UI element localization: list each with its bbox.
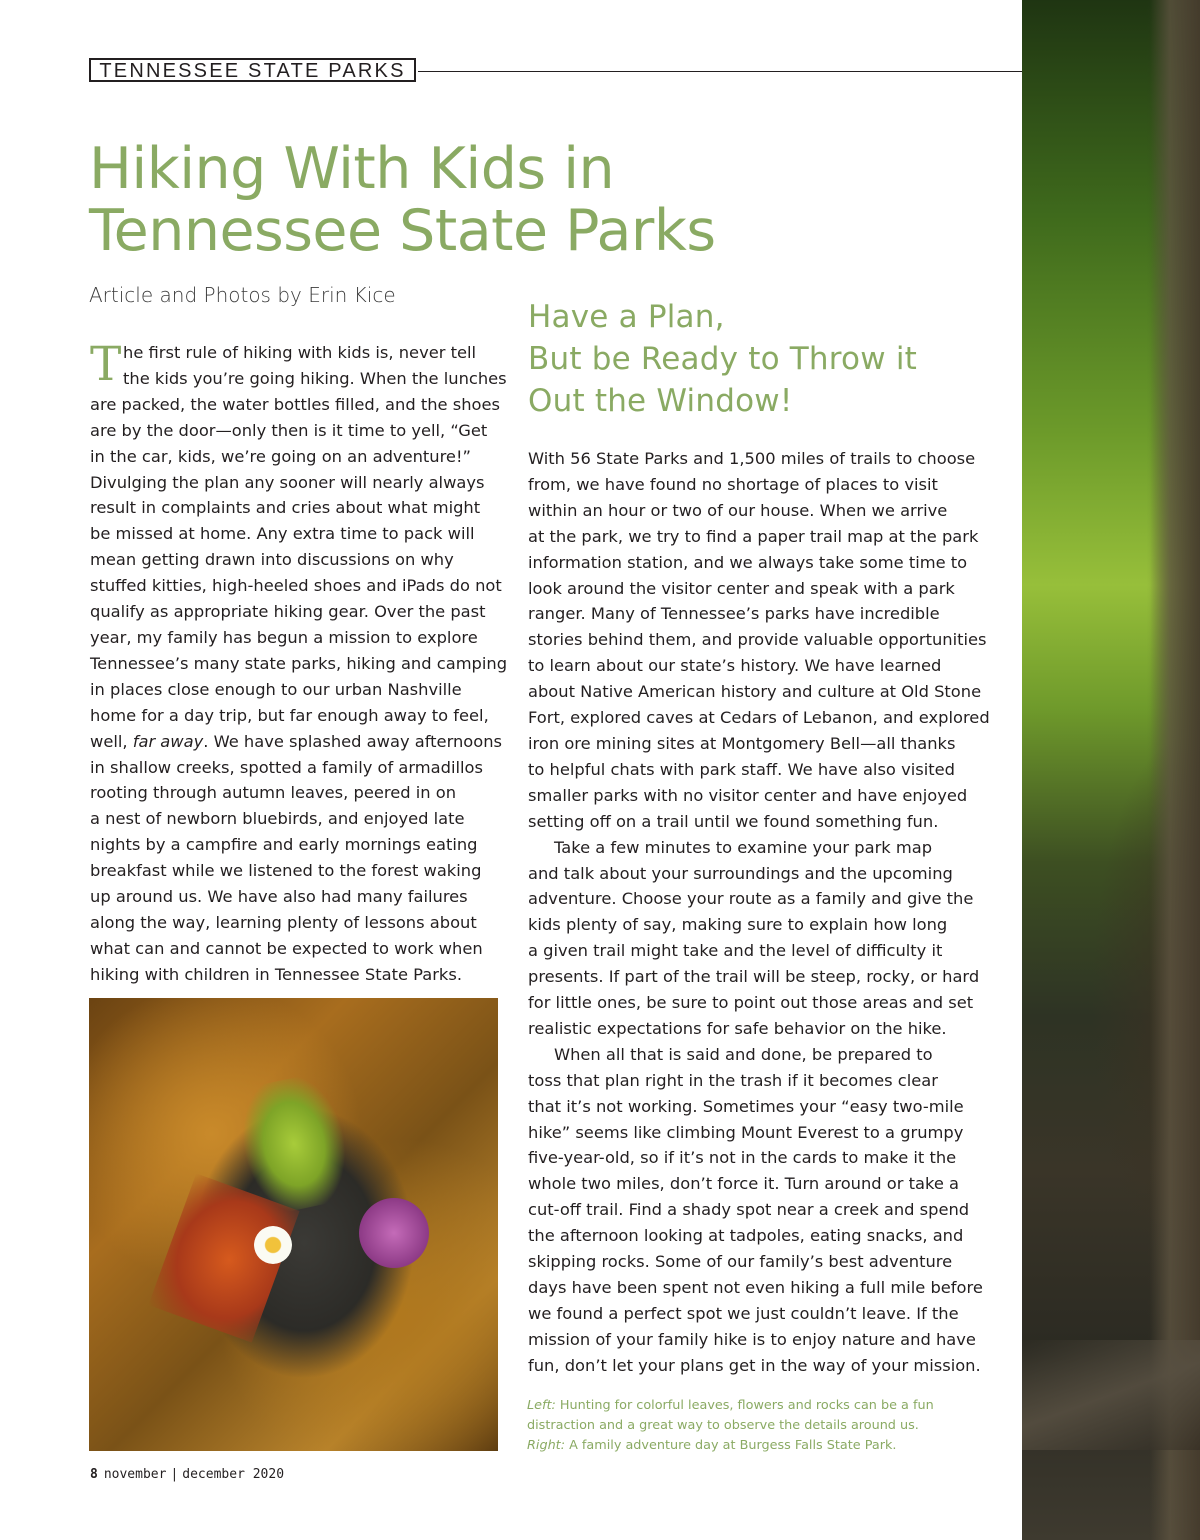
- section-subhead: [528, 296, 978, 422]
- body-line: up around us. We have also had many failures: [90, 887, 468, 907]
- body-line: home for a day trip, but far enough away to feel,: [90, 705, 489, 725]
- caption-right-text: A family adventure day at Burgess Falls State Park.: [565, 1438, 897, 1453]
- body-line: hiking with children in Tennessee State Parks.: [90, 964, 462, 984]
- body-line: along the way, learning plenty of lessons about: [90, 912, 477, 932]
- paragraph-3: [528, 1042, 983, 1379]
- body-line: in shallow creeks, spotted a family of armadillos: [90, 757, 483, 777]
- main-column: [528, 296, 990, 1379]
- paragraph-2: [528, 835, 978, 1042]
- body-line: nights by a campfire and early mornings eating: [90, 835, 478, 855]
- body-line: presents. If part of the trail will be steep, rocky, or hard: [528, 967, 980, 987]
- subhead-line: But be Ready to Throw it: [528, 341, 917, 377]
- intro-column: [90, 337, 508, 988]
- body-line: ranger. Many of Tennessee’s parks have incredible: [528, 604, 940, 624]
- body-line: to learn about our state’s history. We have learned: [528, 656, 942, 676]
- body-line: realistic expectations for safe behavior on the hike.: [528, 1018, 947, 1038]
- body-line: are by the door—only then is it time to yell, “Get: [90, 420, 488, 440]
- body-line: skipping rocks. Some of our family’s best adventure: [528, 1252, 953, 1272]
- caption-left-text-2: distraction and a great way to observe the details around us.: [527, 1418, 919, 1433]
- body-line: mean getting drawn into discussions on why: [90, 550, 454, 570]
- body-line: Divulging the plan any sooner will nearly always: [90, 472, 485, 492]
- body-line: a given trail might take and the level of difficulty it: [528, 941, 943, 961]
- body-line: he first rule of hiking with kids is, never tell: [123, 343, 477, 362]
- body-line: what can and cannot be expected to work when: [90, 938, 483, 958]
- drop-cap: T: [90, 337, 122, 392]
- body-line: qualify as appropriate hiking gear. Over the past: [90, 602, 486, 622]
- body-line: at the park, we try to find a paper trail map at the park: [528, 526, 979, 546]
- tree-trunk: [1150, 0, 1200, 1540]
- body-line: stuffed kitties, high-heeled shoes and iPads do not: [90, 576, 502, 596]
- body-line: stories behind them, and provide valuable opportunities: [528, 630, 987, 650]
- body-line: breakfast while we listened to the forest waking: [90, 861, 482, 881]
- body-line: fun, don’t let your plans get in the way of your mission.: [528, 1355, 981, 1375]
- section-rule: [418, 71, 1022, 72]
- section-label: TENNESSEE STATE PARKS: [89, 58, 416, 82]
- body-line: kids plenty of say, making sure to explain how long: [528, 915, 948, 935]
- forest-photo: [1022, 0, 1200, 1540]
- body-line: and talk about your surroundings and the upcoming: [528, 863, 953, 883]
- body-line: [90, 729, 503, 755]
- body-line: we found a perfect spot we just couldn’t leave. If the: [528, 1303, 959, 1323]
- body-line: setting off on a trail until we found something fun.: [528, 811, 939, 831]
- body-line: With 56 State Parks and 1,500 miles of trails to choose: [528, 449, 976, 468]
- main-body: [528, 446, 990, 1379]
- paragraph-1: [528, 446, 990, 835]
- photo-caption: [527, 1396, 987, 1456]
- subhead-line: Out the Window!: [528, 383, 793, 419]
- issue-date: december 2020: [182, 1467, 285, 1482]
- body-line: year, my family has begun a mission to explore: [90, 627, 478, 647]
- body-line: to helpful chats with park staff. We have also visited: [528, 759, 955, 779]
- body-line: from, we have found no shortage of places to visit: [528, 474, 938, 494]
- body-line: in places close enough to our urban Nashville: [90, 679, 462, 699]
- body-line: iron ore mining sites at Montgomery Bell—all thanks: [528, 733, 956, 753]
- issue-month: november: [103, 1467, 167, 1482]
- body-line: Fort, explored caves at Cedars of Lebanon, and explored: [528, 708, 990, 728]
- body-line: information station, and we always take some time to: [528, 552, 968, 572]
- body-line: Take a few minutes to examine your park map: [554, 837, 933, 857]
- body-line: be missed at home. Any extra time to pack will: [90, 524, 475, 544]
- body-line: a nest of newborn bluebirds, and enjoyed late: [90, 809, 465, 829]
- body-line: hike” seems like climbing Mount Everest to a grumpy: [528, 1122, 964, 1142]
- body-line: the afternoon looking at tadpoles, eating snacks, and: [528, 1226, 964, 1246]
- body-line: mission of your family hike is to enjoy nature and have: [528, 1329, 976, 1349]
- leaves-photo: [89, 998, 498, 1451]
- caption-left-text: Hunting for colorful leaves, flowers and rocks can be a fun: [555, 1398, 934, 1413]
- body-line: in the car, kids, we’re going on an adventure!”: [90, 446, 471, 466]
- body-line: that it’s not working. Sometimes your “easy two-mile: [528, 1096, 964, 1116]
- page-number: 8: [90, 1467, 98, 1482]
- body-line: whole two miles, don’t force it. Turn around or take a: [528, 1174, 960, 1194]
- title-line-1: Hiking With Kids in: [89, 136, 615, 202]
- body-line: Tennessee’s many state parks, hiking and camping: [90, 653, 508, 673]
- title-line-2: Tennessee State Parks: [89, 198, 716, 264]
- body-line: smaller parks with no visitor center and have enjoyed: [528, 785, 968, 805]
- byline: Article and Photos by Erin Kice: [89, 283, 396, 307]
- page-footer: [90, 1467, 284, 1482]
- body-line: about Native American history and culture at Old Stone: [528, 682, 982, 702]
- body-line: days have been spent not even hiking a full mile before: [528, 1278, 983, 1297]
- body-line-start: well,: [90, 731, 133, 751]
- italic-phrase: far away: [132, 731, 204, 751]
- body-line: are packed, the water bottles filled, and the shoes: [90, 394, 501, 414]
- body-line: look around the visitor center and speak with a park: [528, 578, 955, 598]
- article-title: [89, 138, 789, 262]
- body-line: the kids you’re going hiking. When the lunches: [123, 368, 507, 388]
- purple-leaf: [359, 1198, 429, 1268]
- folio-separator: |: [170, 1467, 179, 1482]
- daisy-flower: [254, 1226, 292, 1264]
- caption-right-label: Right:: [527, 1438, 566, 1453]
- body-line: rooting through autumn leaves, peered in on: [90, 783, 457, 803]
- body-line: When all that is said and done, be prepared to: [554, 1044, 933, 1064]
- body-line: cut-off trail. Find a shady spot near a creek and spend: [528, 1200, 970, 1220]
- subhead-line: Have a Plan,: [528, 299, 725, 335]
- caption-left-label: Left:: [527, 1398, 556, 1413]
- body-line: adventure. Choose your route as a family and give the: [528, 889, 974, 909]
- body-line-end: . We have splashed away afternoons: [203, 731, 503, 751]
- body-line: for little ones, be sure to point out those areas and set: [528, 993, 974, 1013]
- fallen-log: [1022, 1340, 1200, 1450]
- body-line: within an hour or two of our house. When we arrive: [528, 500, 948, 520]
- body-line: result in complaints and cries about what might: [90, 498, 481, 518]
- body-line: five-year-old, so if it’s not in the cards to make it the: [528, 1148, 957, 1168]
- body-line: toss that plan right in the trash if it becomes clear: [528, 1070, 938, 1090]
